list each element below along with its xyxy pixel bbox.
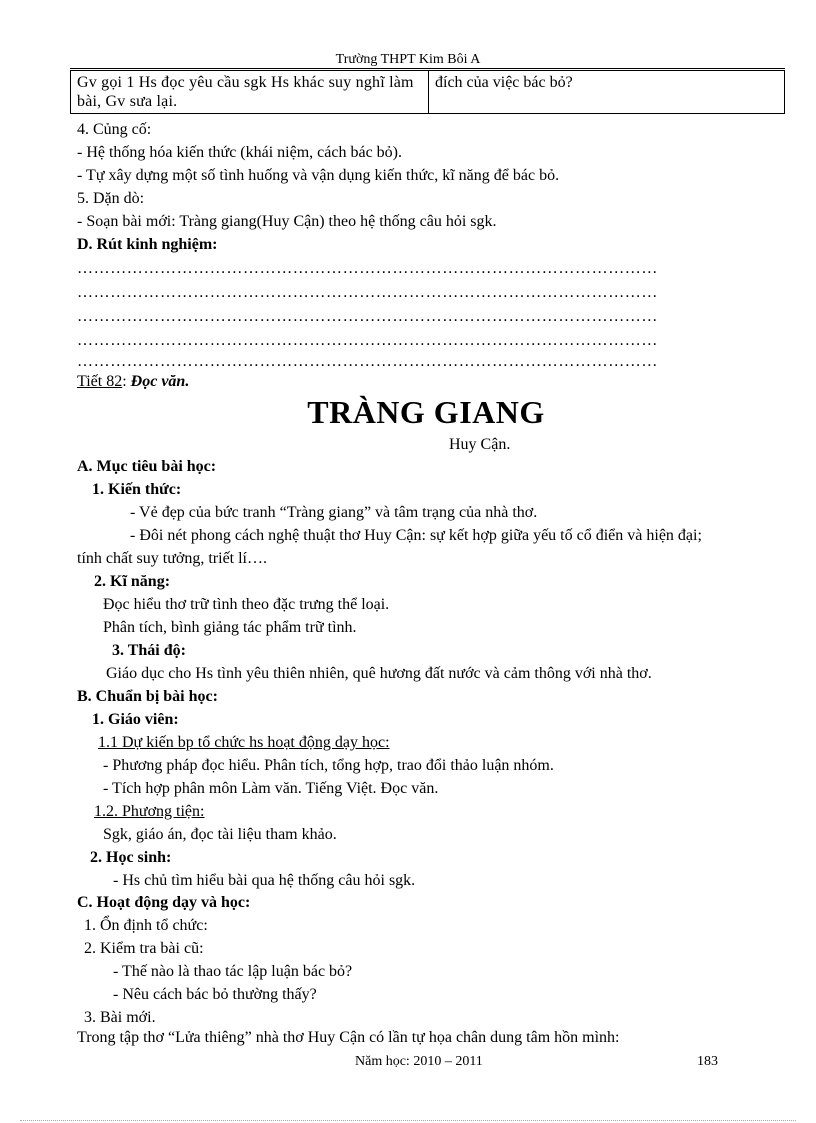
section-c-item-3: 3. Bài mới. [84, 1009, 156, 1026]
skills-heading: 2. Kĩ năng: [94, 573, 171, 590]
activity-table [70, 70, 785, 114]
review-question-2: - Nêu cách bác bỏ thường thấy? [113, 986, 317, 1003]
dotted-line: …………………………………………………………………………………………… [77, 284, 658, 301]
header-rule [70, 68, 785, 69]
section-c-item-1: 1. Ổn định tổ chức: [84, 917, 208, 934]
intro-paragraph: Trong tập thơ “Lửa thiêng” nhà thơ Huy Cận có lần tự họa chân dung tâm hồn mình: [77, 1029, 620, 1046]
means-heading: 1.2. Phương tiện: [94, 803, 205, 820]
page-edge-rule [20, 1120, 796, 1121]
lesson-line [77, 372, 189, 392]
section-b-heading: B. Chuẩn bị bài học: [77, 688, 218, 705]
teacher-heading: 1. Giáo viên: [92, 711, 179, 728]
page-header: Trường THPT Kim Bôi A [335, 52, 481, 67]
student-heading: 2. Học sinh: [90, 849, 172, 866]
dotted-line: …………………………………………………………………………………………… [77, 353, 658, 370]
lesson-label: Tiết 82 [77, 373, 123, 390]
lesson-separator: : [122, 373, 131, 390]
footer-year: Năm học: 2010 – 2011 [355, 1054, 483, 1069]
attitude-item-1: Giáo dục cho Hs tình yêu thiên nhiên, quê hương đất nước và cảm thông với nhà thơ. [106, 665, 652, 682]
lesson-type: Đọc văn. [130, 373, 190, 390]
poem-title: TRÀNG GIANG [307, 394, 545, 430]
knowledge-item-2: - Đôi nét phong cách nghệ thuật thơ Huy Cận: sự kết hợp giữa yếu tố cổ điển và hiện đại; [130, 527, 702, 544]
section-a-heading: A. Mục tiêu bài học: [77, 458, 217, 475]
consolidate-item-1: - Hệ thống hóa kiến thức (khái niệm, cách bác bỏ). [77, 144, 402, 161]
plan-heading: 1.1 Dự kiến bp tổ chức hs hoạt động dạy học: [98, 734, 390, 751]
poem-author: Huy Cận. [449, 436, 511, 453]
dotted-line: …………………………………………………………………………………………… [77, 260, 658, 277]
knowledge-heading: 1. Kiến thức: [92, 481, 182, 498]
review-question-1: - Thế nào là thao tác lập luận bác bỏ? [113, 963, 353, 980]
plan-item-1: - Phương pháp đọc hiểu. Phân tích, tổng hợp, trao đổi thảo luận nhóm. [103, 757, 554, 774]
table-cell-content: đích của việc bác bỏ? [429, 71, 785, 114]
student-item-1: - Hs chủ tìm hiểu bài qua hệ thống câu hỏi sgk. [113, 872, 416, 889]
experience-heading: D. Rút kinh nghiệm: [77, 236, 218, 253]
section-c-item-2: 2. Kiểm tra bài cũ: [84, 940, 204, 957]
table-cell-teacher-activity: Gv gọi 1 Hs đọc yêu cầu sgk Hs khác suy nghĩ làm bài, Gv sưa lại. [71, 71, 429, 114]
skills-item-2: Phân tích, bình giảng tác phẩm trữ tình. [103, 619, 357, 636]
consolidate-heading: 4. Củng cố: [77, 121, 152, 138]
attitude-heading: 3. Thái độ: [112, 642, 186, 659]
consolidate-item-2: - Tự xây dựng một số tình huống và vận dụng kiến thức, kĩ năng để bác bỏ. [77, 167, 560, 184]
skills-item-1: Đọc hiểu thơ trữ tình theo đặc trưng thể loại. [103, 596, 390, 613]
means-item-1: Sgk, giáo án, đọc tài liệu tham khảo. [103, 826, 337, 843]
homework-heading: 5. Dặn dò: [77, 190, 145, 207]
homework-item: - Soạn bài mới: Tràng giang(Huy Cận) theo hệ thống câu hỏi sgk. [77, 213, 497, 230]
knowledge-item-1: - Vẻ đẹp của bức tranh “Tràng giang” và tâm trạng của nhà thơ. [130, 504, 538, 521]
page-number: 183 [697, 1054, 718, 1069]
section-c-heading: C. Hoạt động dạy và học: [77, 894, 251, 911]
dotted-line: …………………………………………………………………………………………… [77, 332, 658, 349]
knowledge-item-2-cont: tính chất suy tưởng, triết lí…. [77, 550, 267, 567]
table-row [71, 71, 785, 114]
dotted-line: …………………………………………………………………………………………… [77, 308, 658, 325]
plan-item-2: - Tích hợp phân môn Làm văn. Tiếng Việt. Đọc văn. [103, 780, 439, 797]
